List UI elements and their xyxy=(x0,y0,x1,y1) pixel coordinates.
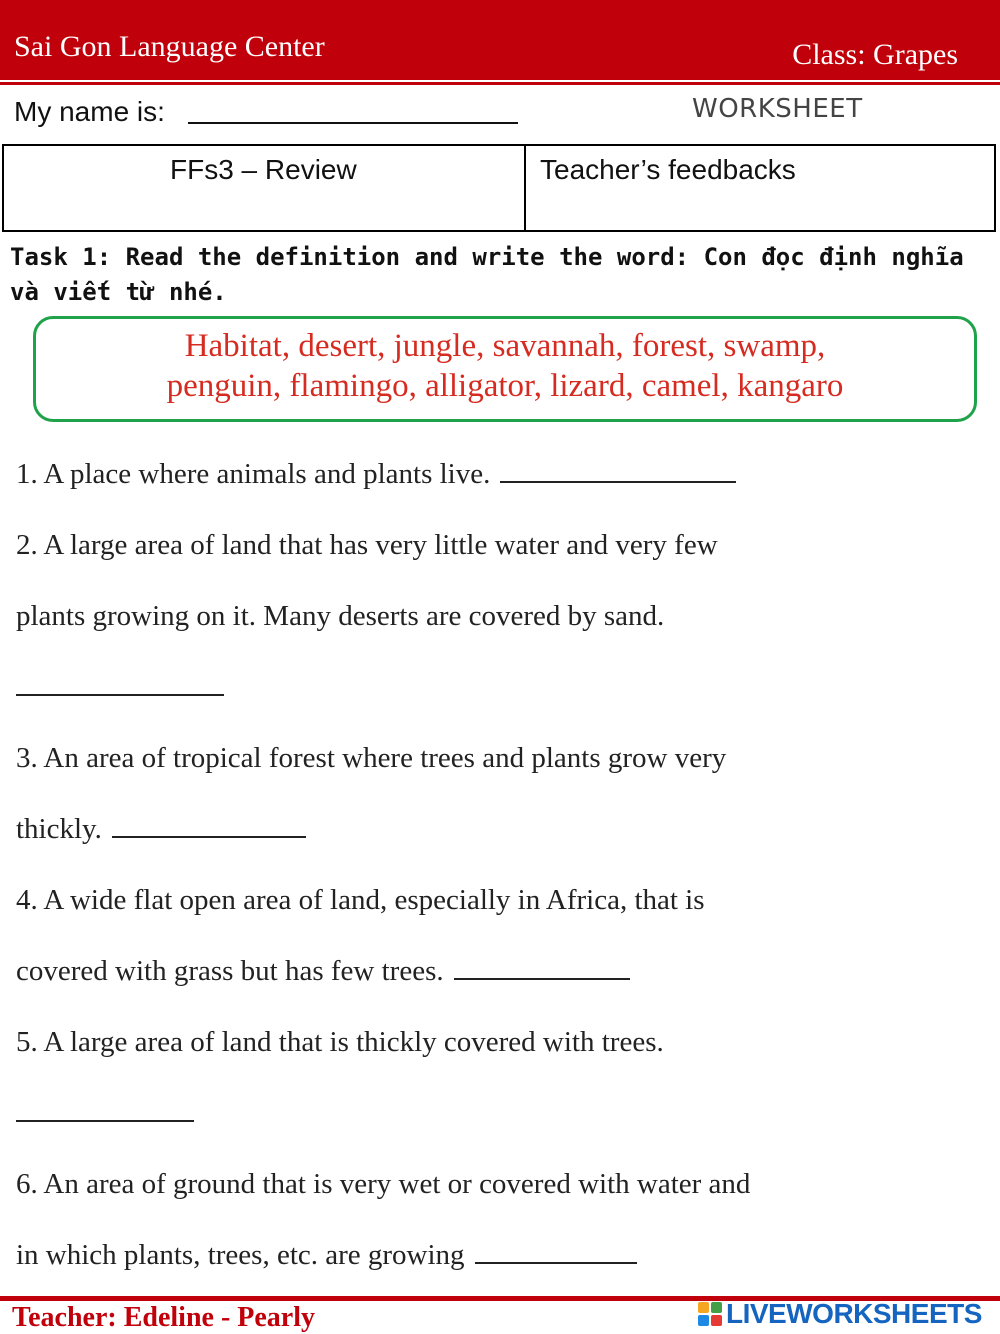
answer-blank-3[interactable] xyxy=(112,835,306,838)
question-5-line-1: 5. A large area of land that is thickly covered with trees. xyxy=(16,1026,664,1058)
question-5-answer xyxy=(16,1097,194,1130)
info-table-divider xyxy=(524,144,526,232)
name-label: My name is: xyxy=(14,96,165,127)
class-label: Class: Grapes xyxy=(792,38,958,71)
header-divider xyxy=(0,82,1000,85)
teacher-feedback-label: Teacher’s feedbacks xyxy=(540,154,796,185)
question-2-line-1: 2. A large area of land that has very little water and very few xyxy=(16,529,718,561)
answer-blank-2[interactable] xyxy=(16,693,224,696)
worksheet-label: WORKSHEET xyxy=(692,94,863,124)
center-name: Sai Gon Language Center xyxy=(14,30,325,63)
teacher-name: Teacher: Edeline - Pearly xyxy=(12,1302,316,1333)
answer-blank-5[interactable] xyxy=(16,1119,194,1122)
word-bank-line: Habitat, desert, jungle, savannah, forest, swamp, xyxy=(184,328,826,364)
question-1 xyxy=(16,458,736,491)
lesson-title: FFs3 – Review xyxy=(170,154,357,185)
answer-blank-1[interactable] xyxy=(500,480,736,483)
question-3-line-1: 3. An area of tropical forest where trees and plants grow very xyxy=(16,742,727,774)
liveworksheets-logo[interactable] xyxy=(698,1298,982,1330)
question-text: covered with grass but has few trees. xyxy=(16,955,444,987)
info-table xyxy=(2,144,996,232)
answer-blank-6[interactable] xyxy=(475,1261,637,1264)
brand-name: LIVEWORKSHEETS xyxy=(726,1298,982,1329)
question-2-line-2: plants growing on it. Many deserts are covered by sand. xyxy=(16,600,665,632)
word-bank-line: penguin, flamingo, alligator, lizard, camel, kangaro xyxy=(166,368,844,404)
question-4-line-2 xyxy=(16,955,630,988)
question-text: 1. A place where animals and plants live. xyxy=(16,458,491,490)
question-4-line-1: 4. A wide flat open area of land, especially in Africa, that is xyxy=(16,884,705,916)
question-3-line-2 xyxy=(16,813,306,846)
answer-blank-4[interactable] xyxy=(454,977,630,980)
liveworksheets-logo-icon xyxy=(698,1302,722,1326)
task-title: Task 1: Read the definition and write the word: Con đọc định nghĩa và viết từ nhé. xyxy=(10,243,964,306)
question-6-line-1: 6. An area of ground that is very wet or covered with water and xyxy=(16,1168,751,1200)
name-input-line[interactable] xyxy=(188,122,518,124)
question-2-answer xyxy=(16,671,224,704)
question-text: thickly. xyxy=(16,813,102,845)
question-text: in which plants, trees, etc. are growing xyxy=(16,1239,465,1271)
question-6-line-2 xyxy=(16,1239,637,1272)
